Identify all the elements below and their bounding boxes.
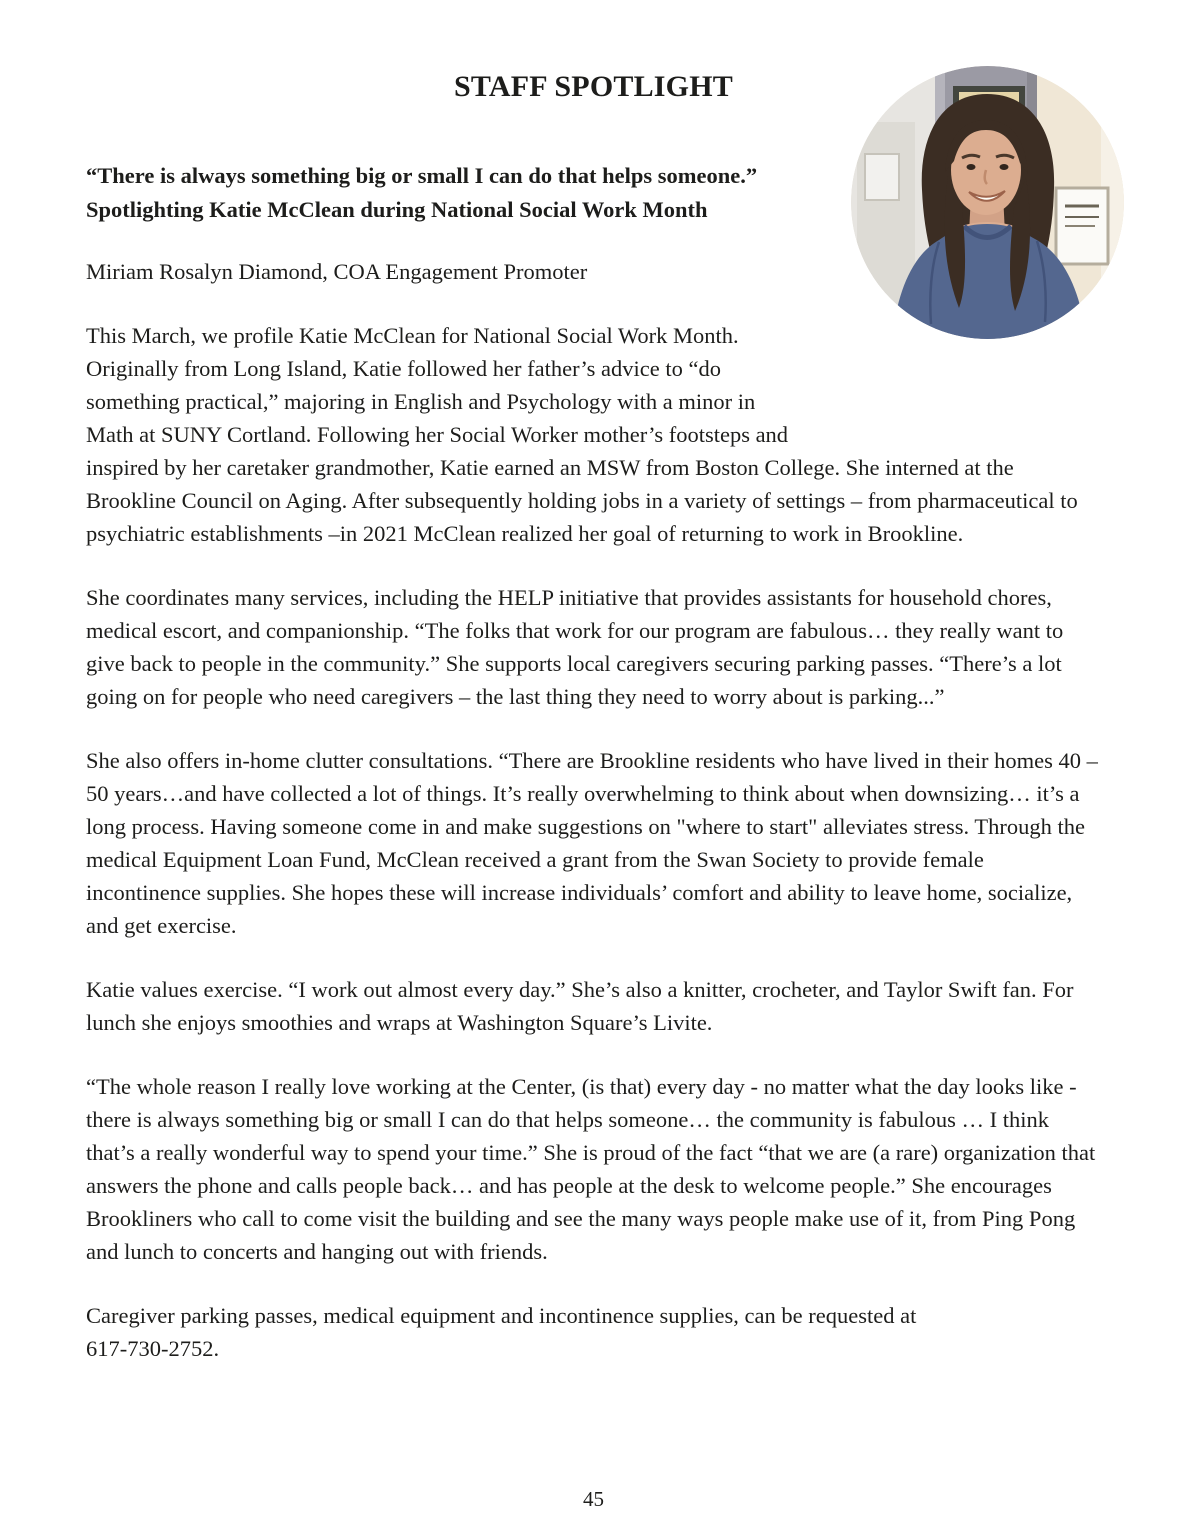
- staff-photo-illustration: [851, 66, 1124, 339]
- closing-text: Caregiver parking passes, medical equipment and incontinence supplies, can be requested at: [86, 1303, 917, 1328]
- staff-photo: [851, 66, 1124, 339]
- paragraph-exercise: Katie values exercise. “I work out almost every day.” She’s also a knitter, crocheter, and Taylor Swift fan. For lunch she enjoys smoothies and wraps at Washington Square’s Livite.: [86, 977, 1074, 1035]
- page-number: 45: [583, 1487, 604, 1511]
- closing-phone: 617-730-2752.: [86, 1336, 220, 1361]
- byline: Miriam Rosalyn Diamond, COA Engagement Promoter: [86, 259, 588, 284]
- page-title: STAFF SPOTLIGHT: [454, 70, 733, 103]
- headline-subtitle: Spotlighting Katie McClean during National Social Work Month: [86, 197, 708, 222]
- paragraph-quote: “The whole reason I really love working at the Center, (is that) every day - no matter what the day looks like - there is always something big or small I can do that helps someone… the community is fabulous … I think that’s a really wonderful way to spend your time.” She is proud of the fact “that we are (a rare) organization that answers the phone and calls people back… and has people at the desk to welcome people.” She encourages Brookliners who call to come visit the building and see the many ways people make use of it, from Ping Pong and lunch to concerts and hanging out with friends.: [86, 1074, 1096, 1264]
- paragraph-clutter: She also offers in-home clutter consultations. “There are Brookline residents who have lived in their homes 40 – 50 years…and have collected a lot of things. It’s really overwhelming to think about when downsizing… it’s a long process. Having someone come in and make suggestions on "where to start" alleviates stress. Through the medical Equipment Loan Fund, McClean received a grant from the Swan Society to provide female incontinence supplies. She hopes these will increase individuals’ comfort and ability to leave home, socialize, and get exercise.: [86, 748, 1098, 938]
- closing-paragraph: [86, 1299, 1101, 1365]
- headline-quote: “There is always something big or small I can do that helps someone.”: [86, 163, 758, 188]
- paragraph-services: She coordinates many services, including the HELP initiative that provides assistants for household chores, medical escort, and companionship. “The folks that work for our program are fabulous… they really want to give back to people in the community.” She supports local caregivers securing parking passes. “There’s a lot going on for people who need caregivers – the last thing they need to worry about is parking...”: [86, 585, 1064, 709]
- paragraph-intro: This March, we profile Katie McClean for National Social Work Month. Originally from Long Island, Katie followed her father’s advice to “do something practical,” majoring in English and Psychology with a minor in Math at SUNY Cortland. Following her Social Worker mother’s footsteps and inspired by her caretaker grandmother, Katie earned an MSW from Boston College. She interned at the Brookline Council on Aging. After subsequently holding jobs in a variety of settings – from pharmaceutical to psychiatric establishments –in 2021 McClean realized her goal of returning to work in Brookline.: [86, 323, 1078, 546]
